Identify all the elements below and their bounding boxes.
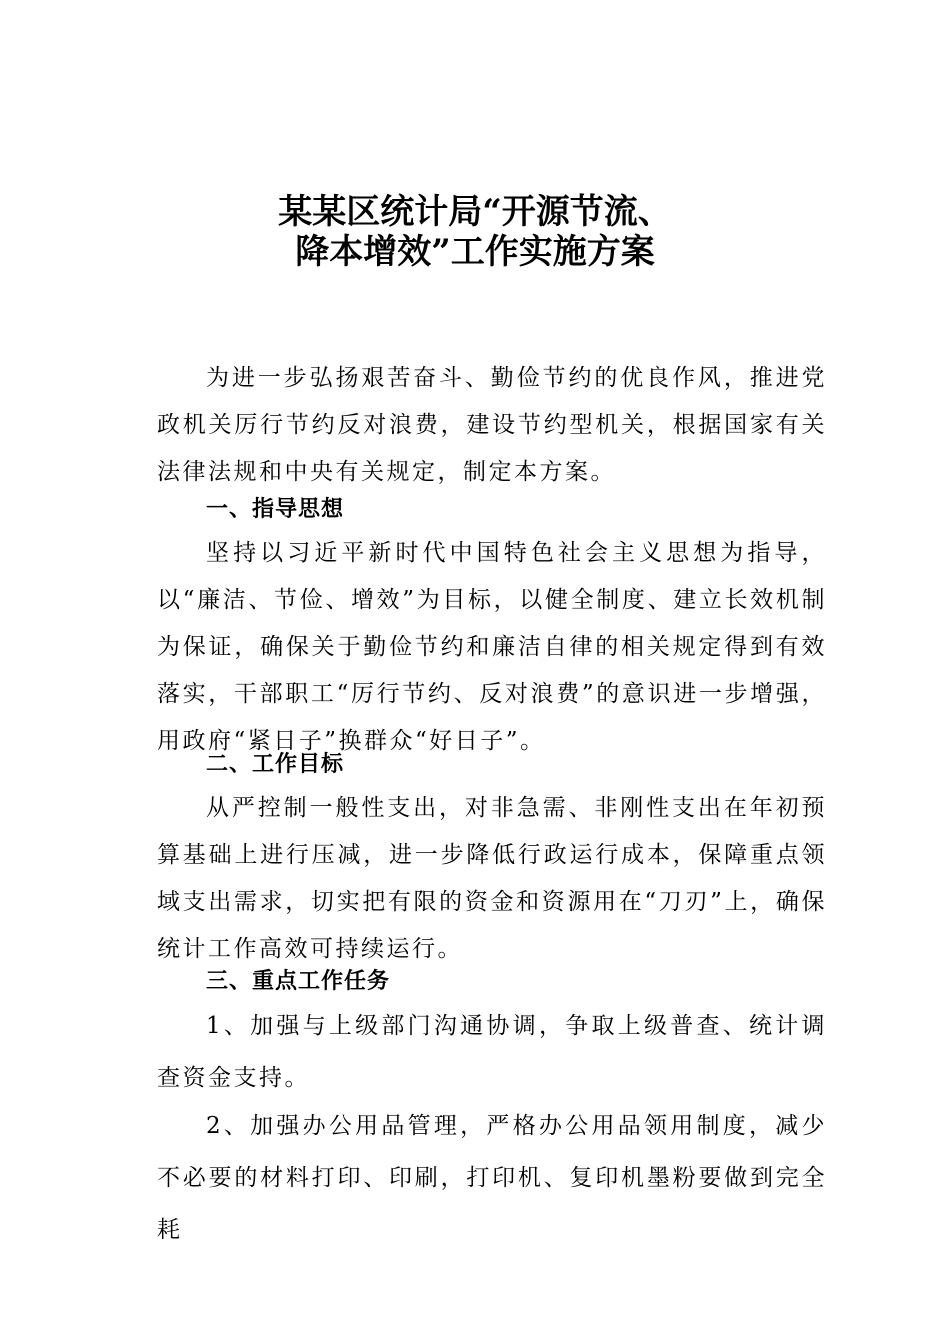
section-work-goals-text: 从严控制一般性支出，对非急需、非刚性支出在年初预算基础上进行压减，进一步降低行政运行成本，保障重点领域支出需求，切实把有限的资金和资源用在“刀刃”上，确保统计工作高效可持续运行。 [157, 795, 827, 962]
task-item-2: 2、加强办公用品管理，严格办公用品领用制度，减少不必要的材料打印、印刷，打印机、复印机墨粉要做到完全耗 [157, 1113, 827, 1243]
section-heading-guiding-ideology: 一、指导思想 [206, 497, 345, 522]
section-heading-work-goals: 二、工作目标 [206, 752, 345, 777]
section-heading-key-tasks: 三、重点工作任务 [206, 969, 391, 994]
section-guiding-ideology-text: 坚持以习近平新时代中国特色社会主义思想为指导，以“廉洁、节俭、增效”为目标，以健全制度、建立长效机制为保证，确保关于勤俭节约和廉洁自律的相关规定得到有效落实，干部职工“厉行节约、反对浪费”的意识进一步增强，用政府“紧日子”换群众“好日子”。 [157, 540, 827, 754]
document-title-line-1: 某某区统计局“开源节流、 [278, 192, 672, 232]
intro-paragraph: 为进一步弘扬艰苦奋斗、勤俭节约的优良作风，推进党政机关厉行节约反对浪费，建设节约型机关，根据国家有关法律法规和中央有关规定，制定本方案。 [157, 365, 827, 485]
task-item-1: 1、加强与上级部门沟通协调，争取上级普查、统计调查资金支持。 [157, 1013, 827, 1091]
document-title-line-2: 降本增效”工作实施方案 [295, 232, 655, 272]
